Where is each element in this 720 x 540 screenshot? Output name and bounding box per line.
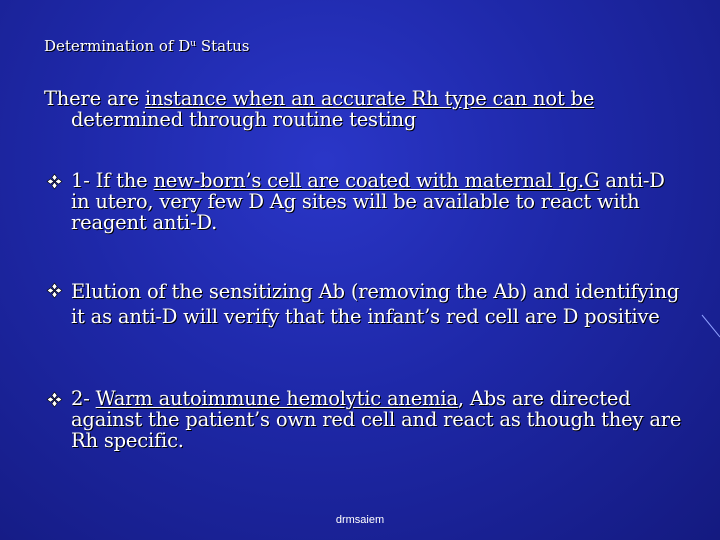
intro-pre: There are bbox=[44, 87, 145, 110]
title-suffix: Status bbox=[196, 37, 250, 55]
bullet2-text: Elution of the sensitizing Ab (removing the Ab) and identifying it as anti-D will verify that the infant’s red cell are D positive bbox=[71, 280, 680, 328]
slide-title bbox=[44, 37, 249, 55]
diamond-bullet-icon bbox=[46, 391, 63, 408]
bullet1-link[interactable]: new-born’s cell are coated with maternal Ig.G bbox=[153, 169, 600, 192]
diamond-bullet-icon bbox=[46, 282, 63, 299]
bullet1-rest: anti-D in utero, very few D Ag sites will be available to react with reagent anti-D. bbox=[71, 169, 665, 234]
intro-continuation: determined through routine testing bbox=[71, 108, 417, 131]
bullet3-rest: , Abs are directed against the patient’s own red cell and react as though they are Rh specific. bbox=[71, 387, 682, 452]
bullet1-pre: 1- If the bbox=[71, 169, 154, 192]
bullet3-pre: 2- bbox=[71, 387, 96, 410]
bullet3-link[interactable]: Warm autoimmune hemolytic anemia bbox=[95, 387, 458, 410]
intro-paragraph bbox=[44, 88, 684, 130]
diamond-bullet-icon bbox=[46, 173, 63, 190]
bullet-item-3 bbox=[46, 388, 686, 451]
bullet-item-2 bbox=[46, 279, 686, 329]
title-superscript: u bbox=[190, 39, 197, 49]
title-prefix: Determination of D bbox=[44, 37, 191, 55]
decorative-line bbox=[700, 305, 720, 345]
footer-credit: drmsaiem bbox=[335, 514, 385, 526]
intro-link[interactable]: instance when an accurate Rh type can not be bbox=[144, 87, 595, 110]
bullet-item-1 bbox=[46, 170, 686, 233]
